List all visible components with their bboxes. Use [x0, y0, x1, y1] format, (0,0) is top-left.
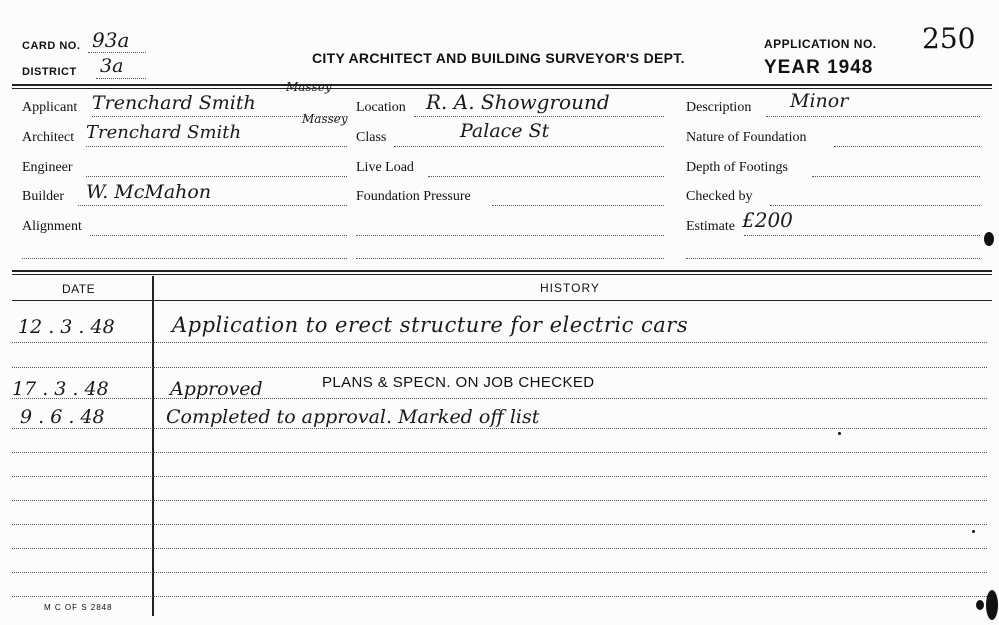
applicant-note: Massey	[286, 80, 332, 94]
builder-value: W. McMahon	[86, 181, 212, 203]
estimate-label: Estimate	[686, 219, 735, 234]
date-column-header: DATE	[62, 282, 96, 296]
history-entry-2: Approved	[170, 378, 263, 400]
district-value: 3a	[100, 55, 124, 77]
history-date-2: 17 . 3 . 48	[12, 378, 109, 400]
checked-by-label: Checked by	[686, 189, 753, 204]
history-date-1: 12 . 3 . 48	[18, 316, 115, 338]
history-entry-3: Completed to approval. Marked off list	[166, 406, 540, 428]
stamp-plans-checked: PLANS & SPECN. ON JOB CHECKED	[322, 374, 595, 391]
card-no-value: 93a	[92, 28, 130, 52]
history-column-header: HISTORY	[540, 281, 600, 295]
builder-label: Builder	[22, 189, 64, 204]
application-label: APPLICATION NO.	[764, 37, 877, 51]
applicant-label: Applicant	[22, 100, 78, 115]
location-value: R. A. Showground	[426, 90, 610, 114]
estimate-value: £200	[742, 208, 793, 232]
class-label: Class	[356, 130, 387, 145]
card-no-label: CARD NO.	[22, 40, 81, 52]
alignment-label: Alignment	[22, 219, 82, 234]
application-number: 250	[922, 22, 976, 55]
architect-label: Architect	[22, 130, 75, 145]
form-code: M C OF S 2848	[44, 603, 113, 612]
district-label: DISTRICT	[22, 66, 77, 78]
applicant-value: Trenchard Smith	[92, 92, 256, 114]
year-label: YEAR 1948	[764, 57, 874, 78]
location-label: Location	[356, 100, 406, 115]
class-value: Palace St	[460, 120, 550, 142]
architect-value: Trenchard Smith	[86, 122, 242, 143]
description-value: Minor	[790, 90, 849, 112]
history-date-3: 9 . 6 . 48	[20, 406, 105, 428]
engineer-label: Engineer	[22, 160, 73, 175]
nature-of-foundation-label: Nature of Foundation	[686, 130, 807, 145]
department-title: CITY ARCHITECT AND BUILDING SURVEYOR'S DEPT.	[312, 50, 685, 66]
history-entry-1: Application to erect structure for electric cars	[172, 313, 689, 337]
architect-note: Massey	[302, 112, 348, 126]
depth-of-footings-label: Depth of Footings	[686, 160, 788, 175]
live-load-label: Live Load	[356, 160, 414, 175]
foundation-pressure-label: Foundation Pressure	[356, 189, 471, 204]
description-label: Description	[686, 100, 752, 115]
